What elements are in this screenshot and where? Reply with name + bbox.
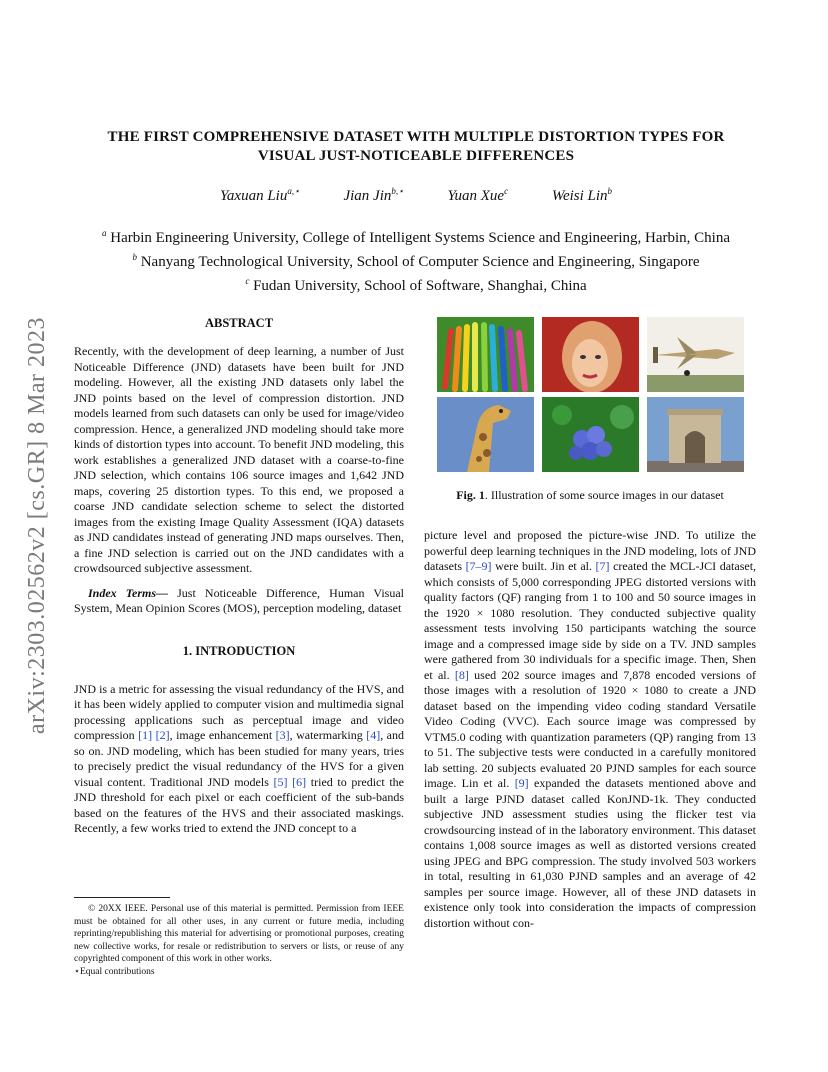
abstract-heading: ABSTRACT	[204, 316, 274, 330]
affiliation-list	[60, 224, 772, 296]
copyright-notice: © 20XX IEEE. Personal use of this material is permitted. Permission from IEEE must be obtained for all other uses, in any current or future media, including reprinting/republishing this material for advertising or promotional purposes, creating new collective works, for resale or redistribution to servers or lists, or reuse of any copyrighted component of this work in other works.	[74, 904, 404, 964]
giraffe-image	[437, 397, 534, 472]
citation-link[interactable]: [1]	[138, 728, 153, 742]
woman-portrait-image	[542, 317, 639, 392]
title-line-2: VISUAL JUST-NOTICEABLE DIFFERENCES	[257, 148, 575, 164]
citation-link[interactable]: [2]	[155, 728, 170, 742]
source-image-airplane	[647, 317, 744, 392]
author-list	[60, 186, 772, 205]
figure-caption: Fig. 1. Illustration of some source images in our dataset	[456, 488, 724, 502]
blueberries-image	[542, 397, 639, 472]
citation-link[interactable]: [7]	[595, 559, 610, 573]
citation-link[interactable]: [9]	[514, 776, 529, 790]
citation-link[interactable]: [7–9]	[465, 559, 492, 573]
section-heading-introduction: 1. INTRODUCTION	[182, 643, 296, 658]
left-column	[74, 316, 404, 837]
arxiv-identifier-text: arXiv:2303.02562v2 [cs.GR] 8 Mar 2023	[24, 316, 51, 734]
figure-label: Fig. 1	[456, 488, 485, 502]
arc-de-triomphe-image	[647, 397, 744, 472]
affiliation: $^a$ Harbin Engineering University, College of Intelligent Systems Science and Engineering, Harbin, China	[102, 228, 730, 246]
author: Yaxuan Liu$^{a,⋆}$	[219, 186, 300, 204]
citation-link[interactable]: [5]	[273, 774, 288, 789]
author: Weisi Lin$^b$	[551, 186, 613, 204]
abstract-text: Recently, with the development of deep learning, a number of Just Noticeable Difference (JND) datasets have been built for JND modeling. However, all the existing JND datasets only label the JND points based on the level of compression distortion. JND models learned from such datasets can only be used for image/video compression. Hence, a generalized JND modeling should take more kinds of distortion types into account. To benefit JND modeling, this work establishes a generalized JND dataset with a coarse-to-fine JND selection, which contains 106 source images and 1,642 JND maps, covering 25 distortion types. To this end, we proposed a coarse JND candidate selection scheme to select the distorted images from the existing Image Quality Assessment (IQA) datasets as JND candidates instead of generating JND maps ourselves. Then, a fine JND selection is carried out on the JND candidates with a crowdsourced subjective assessment.	[74, 344, 404, 575]
footnote-rule	[74, 897, 170, 898]
airplane-image	[647, 317, 744, 392]
arxiv-identifier	[18, 290, 58, 760]
citation-link[interactable]: [8]	[454, 667, 469, 682]
citation-link[interactable]: [3]	[275, 728, 290, 742]
paper-title	[60, 128, 772, 166]
body-paragraph: picture level and proposed the picture-wise JND. To utilize the powerful deep learning techniques in the JND modeling, lots of JND datasets [7–9] were built. Jin et al. [7] created the MCL-JCI dataset, which consists of 5,000 corresponding JPEG distorted versions with quality factors (QF) ranging from 1 to 100 and 50 source images in the 1920 × 1080 resolution. They conducted subjective quality assessment tests involving 150 participants watching the source image and a compressed image side by side on a TV. JND samples were gathered from 30 individuals for a specific image. Then, Shen et al. [8] used 202 source images and 7,878 encoded versions of those images with a resolution of 1920 × 1080 to create a JND dataset based on the impending video coding standard Versatile Video Coding (VVC). Each source image was compressed by VTM5.0 coding with quantization parameters (QP) ranging from 13 to 51. The subjective tests were conducted in a carefully monitored lab setting. 20 subjects evaluated 20 PJND samples for each source image. Lin et al. [9] expanded the datasets mentioned above and built a large PJND dataset called KonJND-1k. They conducted subjective JND assessment studies using the flicker test via crowdsourcing instead of in the laboratory environment. This dataset contains 1,008 source images as well as distorted versions created using JPEG and BPG compression. The study involved 503 workers in total, resulting in 61,030 PJND samples and an average of 42 samples per source image. However, all of these JND datasets in existence only took into consideration the impacts of compression distortion without con-	[424, 528, 757, 930]
author: Yuan Xue$^c$	[447, 186, 509, 204]
author: Jian Jin$^{b,⋆}$	[343, 186, 404, 204]
affiliation: $^b$ Nanyang Technological University, School of Computer Science and Engineering, Singapore	[132, 252, 700, 270]
index-terms-text: Just Noticeable Difference, Human Visual System, Mean Opinion Scores (MOS), perception modeling, dataset	[74, 585, 404, 615]
intro-paragraph: JND is a metric for assessing the visual redundancy of the HVS, and it has been widely applied to computer vision and multimedia signal processing applications such as perceptual image and video compression [1] [2], image enhancement [3], watermarking [4], and so on. JND modeling, which has been studied for many years, tries to precisely predict the visual redundancy of the HVS for a given visual content. Traditional JND models [5] [6] tried to predict the JND threshold for each pixel or each coefficient of the sub-bands based on the features of the HVS and their associated maskings. Recently, a few works tried to extend the JND concept to a	[74, 681, 405, 835]
source-image-colored-pencils	[437, 317, 534, 392]
citation-link[interactable]: [6]	[292, 774, 307, 789]
footnote	[74, 903, 404, 978]
index-terms	[74, 586, 404, 617]
citation-link[interactable]: [4]	[366, 728, 381, 742]
source-image-blueberries	[542, 397, 639, 472]
source-image-woman-portrait	[542, 317, 639, 392]
equal-contribution-note: ⋆Equal contributions	[74, 966, 155, 977]
source-image-giraffe	[437, 397, 534, 472]
index-terms-label: Index Terms—	[88, 585, 169, 600]
title-line-1: THE FIRST COMPREHENSIVE DATASET WITH MULTIPLE DISTORTION TYPES FOR	[107, 129, 725, 145]
colored-pencils-image	[437, 317, 534, 392]
figure-1-image-grid	[437, 317, 744, 472]
right-column-text	[424, 528, 756, 931]
affiliation: $^c$ Fudan University, School of Software, Shanghai, China	[245, 276, 587, 294]
source-image-arc-de-triomphe	[647, 397, 744, 472]
